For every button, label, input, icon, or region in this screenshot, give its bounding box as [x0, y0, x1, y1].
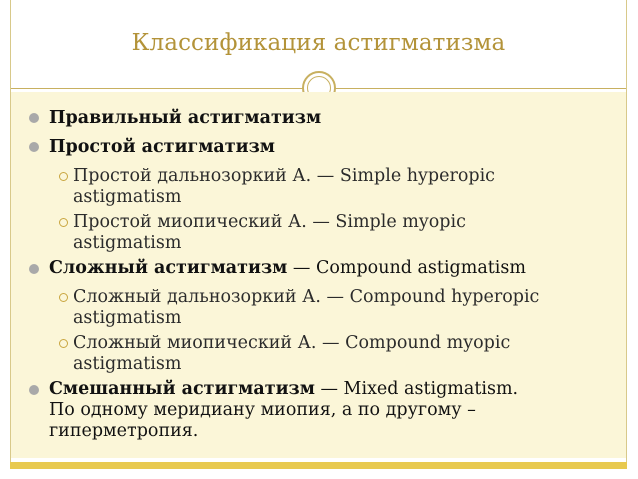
- item-heading: Сложный астигматизм: [49, 258, 288, 278]
- item-description: — Mixed astigmatism.: [314, 379, 519, 399]
- bottom-accent-band: [10, 462, 627, 469]
- item-text-line: astigmatism: [73, 233, 182, 253]
- item-text-line: astigmatism: [73, 308, 182, 328]
- item-heading: Правильный астигматизм: [49, 108, 322, 128]
- item-text-line: Простой дальнозоркий А. — Simple hyperopic: [73, 166, 495, 186]
- item-text-line: Сложный дальнозоркий А. — Compound hyperopic: [73, 287, 540, 307]
- item-heading: Смешанный астигматизм: [49, 379, 315, 399]
- item-text-line: Сложный миопический А. — Compound myopic: [73, 333, 511, 353]
- item-text-line: гиперметропия.: [49, 421, 199, 441]
- item-text-line: astigmatism: [73, 187, 182, 207]
- item-text-line: astigmatism: [73, 354, 182, 374]
- item-description: — Compound astigmatism: [287, 258, 526, 278]
- slide-title: Классификация астигматизма: [131, 30, 506, 56]
- item-text-line: По одному меридиану миопия, а по другому –: [49, 400, 476, 420]
- item-text-line: Простой миопический А. — Simple myopic: [73, 212, 466, 232]
- item-heading: Простой астигматизм: [49, 137, 275, 157]
- slide-frame: [10, 0, 627, 469]
